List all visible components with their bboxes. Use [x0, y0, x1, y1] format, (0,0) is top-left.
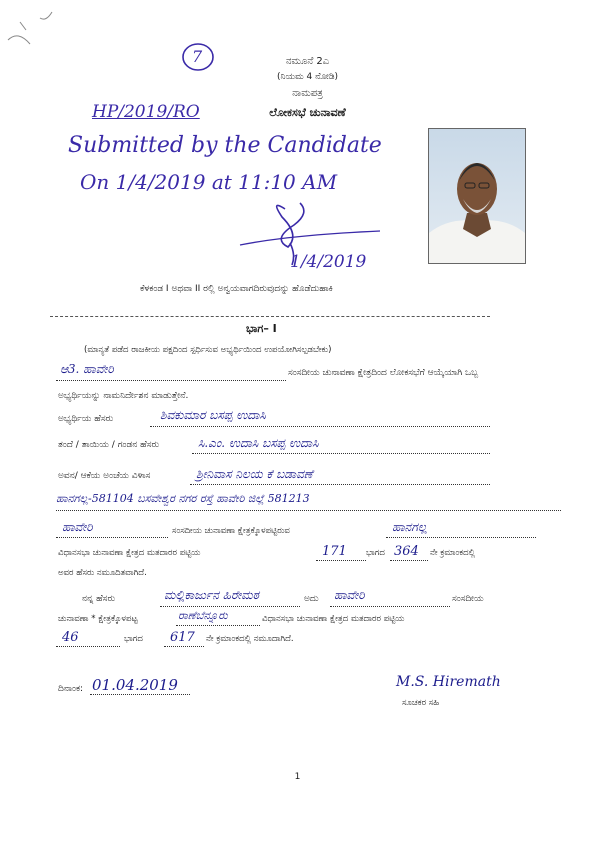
my-part-number: 46 [62, 630, 79, 645]
my-serial-label: ಭಾಗದ [124, 634, 143, 644]
part-number: 171 [322, 544, 347, 559]
fill-line [190, 484, 490, 485]
serial-number: 364 [394, 544, 419, 559]
my-constituency-fill: ಹಾವೇರಿ [334, 588, 365, 602]
my-name-label: ನನ್ನ ಹೆಸರು [82, 594, 116, 604]
serial-label: ಭಾಗದ [366, 548, 385, 558]
date-value: 01.04.2019 [92, 676, 178, 694]
part-title: ಭಾಗ– I [246, 322, 277, 335]
corner-scribble [0, 0, 70, 60]
my-constituency-text: ಸಂಸದೀಯ [452, 594, 484, 604]
address-label: ಅವನ/ ಆಕೆಯ ಅಂಚೆಯ ವಿಳಾಸ [58, 471, 151, 481]
fill-line [160, 606, 300, 607]
submitted-note: Submitted by the Candidate [68, 133, 382, 158]
fill-line [176, 625, 260, 626]
assembly-fill: ಹಾನಗಲ್ಲ [392, 520, 427, 534]
reference-code: HP/2019/RO [92, 102, 200, 122]
circle-mark: 7 [192, 47, 203, 66]
candidate-name-value: ಶಿವಕುಮಾರ ಬಸಪ್ಪ ಉದಾಸಿ [160, 408, 266, 422]
my-serial-text: ನೇ ಕ್ರಮಾಂಕದಲ್ಲಿ ನಮೂದಾಗಿದೆ. [206, 634, 294, 644]
my-serial-number: 617 [170, 630, 195, 645]
serial-suffix: ನೇ ಕ್ರಮಾಂಕದಲ್ಲಿ [430, 548, 475, 558]
proposer-label: ಸೂಚಕರ ಸಹಿ [402, 698, 440, 708]
entered-text: ಅವರ ಹೆಸರು ನಮೂದಿತವಾಗಿದೆ. [58, 568, 147, 578]
fill-line [150, 426, 490, 427]
my-electoral-text-1: ಚುನಾವಣಾ * ಕ್ಷೇತ್ರಕ್ಕೊಳಪಟ್ಟ [58, 614, 138, 624]
rule-reference: (ನಿಯಮ 4 ನೋಡಿ) [276, 72, 339, 82]
document-type: ನಾಮಪತ್ರ [292, 88, 323, 99]
candidate-photo [428, 128, 526, 264]
form-number: ನಮೂನೆ 2ಎ [285, 56, 330, 67]
nomination-text-1: ಸಂಸದೀಯ ಚುನಾವಣಾ ಕ್ಷೇತ್ರದಿಂದ ಲೋಕಸಭೆಗೆ ಆಯ್ಕೆಯಾಗಿ ಒಬ್ಬ [288, 368, 479, 378]
constituency-fill-2: ಹಾವೇರಿ [62, 520, 93, 534]
signature-date: 1/4/2019 [290, 252, 367, 272]
and-text: ಅದು [304, 594, 319, 604]
nomination-text-2: ಅಭ್ಯರ್ಥಿಯನ್ನು ನಾಮನಿರ್ದೇಶನ ಮಾಡುತ್ತೇನೆ. [58, 391, 189, 401]
part-subtitle: (ಮಾನ್ಯತೆ ಪಡೆದ ರಾಜಕೀಯ ಪಕ್ಷದಿಂದ ಸ್ಪರ್ಧಿಸುವ ಅಭ್ಯರ್ಥಿಯಿಂದ ಉಪಯೋಗಿಸಲ್ಪಡಬೇಕು) [84, 345, 332, 355]
constituency-fill-1: ಆ3. ಹಾವೇರಿ [60, 362, 114, 376]
proposer-signature: M.S. Hiremath [396, 674, 501, 690]
fill-line [192, 453, 490, 454]
fill-line [316, 560, 366, 561]
electoral-roll-text: ವಿಧಾನಸಭಾ ಚುನಾವಣಾ ಕ್ಷೇತ್ರದ ಮತದಾರರ ಪಟ್ಟಿಯ [58, 548, 201, 558]
relation-name-value: ಸಿ.ಎಂ. ಉದಾಸಿ ಬಸಪ್ಪ ಉದಾಸಿ [198, 436, 319, 450]
candidate-name-label: ಅಭ್ಯರ್ಥಿಯ ಹೆಸರು [58, 414, 114, 424]
date-label: ದಿನಾಂಕ: [58, 684, 84, 694]
fill-line [164, 646, 204, 647]
fill-line [56, 646, 120, 647]
fill-line [386, 537, 536, 538]
submitted-time: On 1/4/2019 at 11:10 AM [80, 170, 338, 194]
instruction-text: ಕೆಳಕಂಡ I ಅಥವಾ II ರಲ್ಲಿ ಅನ್ವಯವಾಗದಿರುವುದನ್ನು ಹೊಡೆದುಹಾಕಿ [140, 284, 333, 294]
separator [50, 316, 490, 317]
fill-line [330, 606, 450, 607]
constituency-text: ಸಂಸದೀಯ ಚುನಾವಣಾ ಕ್ಷೇತ್ರಕ್ಕೊಳಪಟ್ಟಿರುವ [172, 526, 290, 536]
fill-line [390, 560, 428, 561]
election-title: ಲೋಕಸಭೆ ಚುನಾವಣೆ [269, 106, 346, 119]
page-number: 1 [294, 772, 301, 782]
fill-line [90, 694, 190, 695]
fill-line [56, 380, 286, 381]
address-value-2: ಹಾನಗಲ್ಲ-581104 ಬಸವೇಶ್ವರ ನಗರ ರಸ್ತೆ ಹಾವೇರಿ ಜಿಲ್ಲೆ 581213 [56, 492, 310, 505]
fill-line [56, 510, 561, 511]
my-electoral-text-2: ವಿಧಾನಸಭಾ ಚುನಾವಣಾ ಕ್ಷೇತ್ರದ ಮತದಾರರ ಪಟ್ಟಿಯ [262, 614, 405, 624]
my-name-value: ಮಲ್ಲಿಕಾರ್ಜುನ ಹಿರೇಮಠ [164, 588, 259, 602]
my-assembly-fill: ರಾಣೆಬೆನ್ನೂರು [178, 609, 228, 622]
relation-name-label: ತಂದೆ / ತಾಯಿಯ / ಗಂಡನ ಹೆಸರು [58, 440, 160, 450]
fill-line [56, 537, 168, 538]
address-value-1: ಶ್ರೀನಿವಾಸ ನಿಲಯ ಕೆ ಬಡಾವಣೆ [196, 467, 313, 481]
